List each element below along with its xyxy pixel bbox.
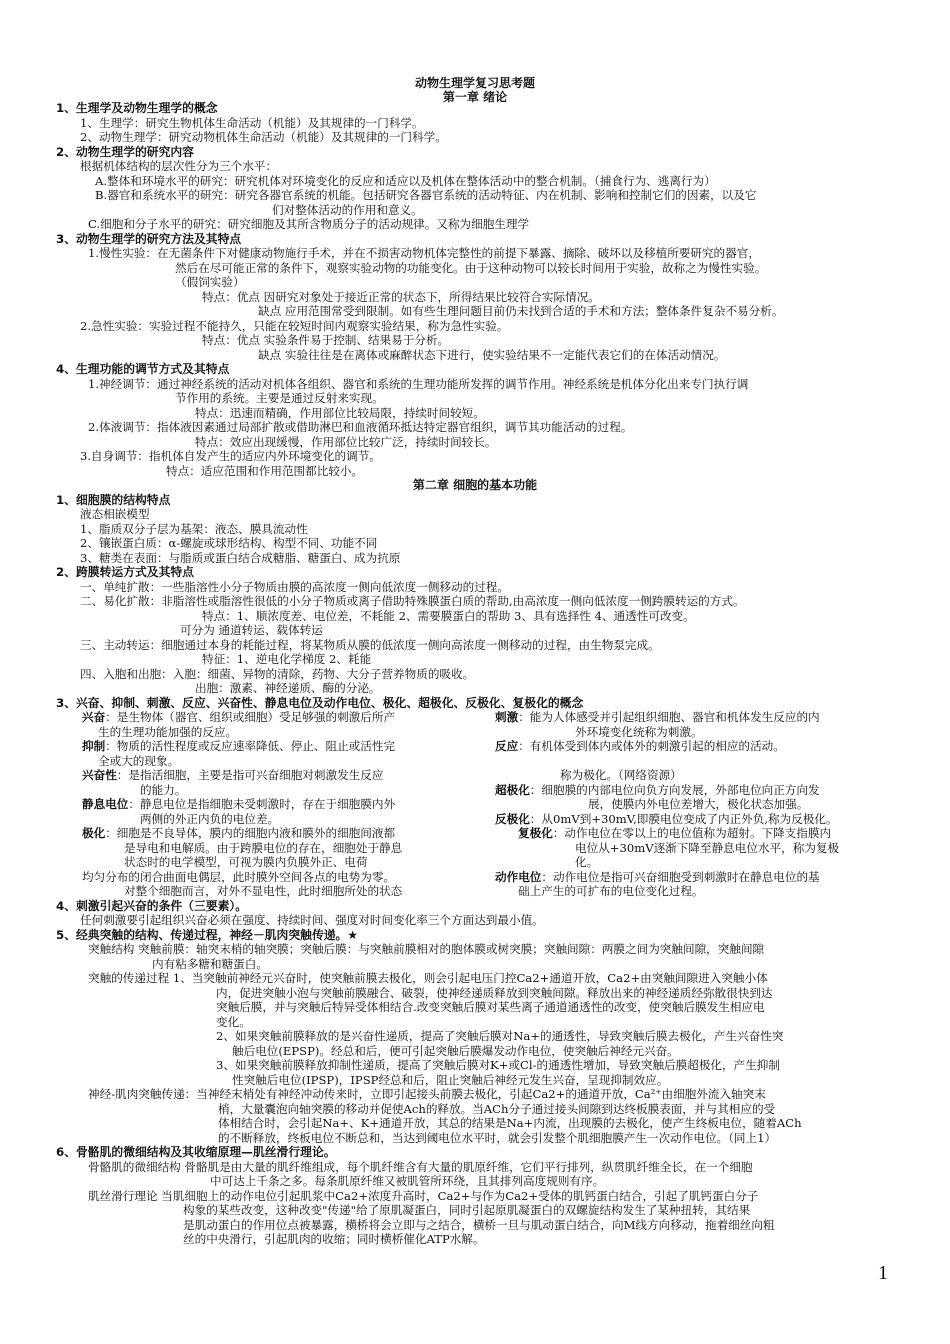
- text-line: 缺点 应用范围常受到限制。如有些生理问题目前仍未找到合适的手术和方法；整体条件复杂不易分析。: [258, 304, 784, 318]
- chapter-1-heading: 第一章 绪论: [442, 90, 508, 104]
- text-line: 特点：优点 因研究对象处于接近正常的状态下，所得结果比较符合实际情况。: [202, 290, 600, 304]
- text-line: 出胞：激素、神经递质、酶的分泌。: [195, 681, 381, 695]
- text-line: 突触后膜，并与突触后特异受体相结合.改变突触后膜对某些离子通道通透性的改变，使突触后膜发生相应电: [216, 1000, 765, 1014]
- text-line: 中可达上千条之多。每条肌原纤维又被肌管所环绕，且其排列高度规则有序。: [210, 1174, 605, 1188]
- section-heading: 1、生理学及动物生理学的概念: [56, 101, 218, 115]
- text-line: 超极化：细胞膜的内部电位向负方向发展，外部电位向正方向发: [495, 783, 820, 797]
- term-label: 动作电位: [495, 870, 542, 884]
- text-line: 化。: [575, 855, 599, 869]
- text-line: 抑制：物质的活性程度或反应速率降低、停止、阻止或活性完: [82, 739, 396, 753]
- term-label: 复极化: [518, 826, 553, 840]
- text-line: 梢，大量囊泡向轴突膜的移动并促使Ach的释放。当ACh分子通过接头间隙到达终板膜表面，并与其相应的受: [218, 1102, 776, 1116]
- text-line: 2.急性实验：实验过程不能持久，只能在较短时间内观察实验结果，称为急性实验。: [80, 319, 509, 333]
- text-line: 复极化：动作电位在零以上的电位值称为超射。下降支指膜内: [518, 826, 832, 840]
- term-label: 抑制: [82, 739, 106, 753]
- text-line: 均匀分布的闭合曲面电偶层，此时膜外空间各点的电势为零。: [82, 870, 396, 884]
- text-line: 静息电位：静息电位是指细胞未受刺激时，存在于细胞膜内外: [82, 797, 396, 811]
- text-line: 兴奋性：是指活细胞，主要是指可兴奋细胞对刺激发生反应: [82, 768, 384, 782]
- text-line: 两侧的外正内负的电位差。: [140, 812, 280, 826]
- term-label: 兴奋性: [82, 768, 117, 782]
- text-line: 触后电位(EPSP)。经总和后，便可引起突触后膜爆发动作电位，使突触后神经元兴奋。: [232, 1044, 679, 1058]
- text-line: 体相结合时，会引起Na+、K+通道开放，其总的结果是Na+内流，出现膜的去极化，使产生终板电位，随着ACh: [218, 1116, 802, 1130]
- text-line: 外环境变化统称为刺激。: [575, 725, 703, 739]
- text-line: C.细胞和分子水平的研究：研究细胞及其所含物质分子的活动规律。又称为细胞生理学: [88, 217, 530, 231]
- term-label: 反极化: [495, 812, 530, 826]
- term-label: 反应: [495, 739, 519, 753]
- page-number: 1: [878, 1262, 888, 1284]
- text-line: 内，促进突触小泡与突触前膜融合、破裂，使神经递质释放到突触间隙。释放出来的神经递质经弥散很快到达: [216, 986, 773, 1000]
- text-line: 的能力。: [140, 783, 187, 797]
- text-line: 特点：迅速而精确，作用部位比较局限，持续时间较短。: [195, 406, 485, 420]
- text-line: 生的生理功能加强的反应。: [98, 725, 238, 739]
- term-label: 兴奋: [82, 710, 106, 724]
- text-line: 1.神经调节：通过神经系统的活动对机体各组织、器官和系统的生理功能所发挥的调节作用。神经系统是机体分化出来专门执行调: [88, 377, 749, 391]
- text-line: 是肌动蛋白的作用位点被暴露，横桥将会立即与之结合，横桥一旦与肌动蛋白结合，向M线方向移动，拖着细丝向粗: [183, 1218, 775, 1232]
- text-line: 神经-肌肉突触传递：当神经末梢处有神经冲动传来时，立即引起接头前膜去极化，引起Ca2+的通道开放，Ca²⁺由细胞外流入轴突末: [88, 1087, 766, 1101]
- text-line: 兴奋：是生物体（器官、组织或细胞）受足够强的刺激后所产: [82, 710, 396, 724]
- text-line: 动作电位：动作电位是指可兴奋细胞受到刺激时在静息电位的基: [495, 870, 820, 884]
- document-title: 动物生理学复习思考题: [414, 76, 535, 90]
- text-line: 突触结构 突触前膜：轴突末梢的轴突膜；突触后膜：与突触前膜相对的胞体膜或树突膜；突触间隙：两膜之间为突触间隙，突触间隙: [88, 942, 765, 956]
- text-line: 3、如果突触前膜释放抑制性递质，提高了突触后膜对K+或Cl-的通透性增加，导致突触后膜超极化，产生抑制: [216, 1058, 780, 1072]
- chapter-2-heading: 第二章 细胞的基本功能: [412, 478, 538, 492]
- text-line: 特征：1、逆电化学梯度 2、耗能: [202, 652, 372, 666]
- text-line: 特点：效应出现缓慢，作用部位比较广泛，持续时间较长。: [195, 435, 497, 449]
- section-heading: 6、骨骼肌的微细结构及其收缩原理—肌丝滑行理论。: [56, 1145, 336, 1159]
- text-line: 础上产生的可扩布的电位变化过程。: [518, 884, 704, 898]
- text-line: 肌丝滑行理论 当肌细胞上的动作电位引起肌浆中Ca2+浓度升高时，Ca2+与作为Ca2+受体的肌钙蛋白结合，引起了肌钙蛋白分子: [88, 1189, 759, 1203]
- text-line: 1、生理学：研究生物机体生命活动（机能）及其规律的一门科学。: [80, 116, 424, 130]
- text-line: 称为极化。（网络资源）: [560, 768, 682, 782]
- text-line: 变化。: [216, 1015, 251, 1029]
- term-label: 超极化: [495, 783, 530, 797]
- text-line: 2.体液调节：指体液因素通过局部扩散或借助淋巴和血液循环抵达特定器官组织，调节其功能活动的过程。: [88, 420, 633, 434]
- text-line: 是导电和电解质。由于跨膜电位的存在，细胞处于静息: [124, 841, 403, 855]
- text-line: 展，使膜内外电位差增大，极化状态加强。: [588, 797, 809, 811]
- text-line: 三、主动转运：细胞通过本身的耗能过程，将某物质从膜的低浓度一侧向高浓度一侧移动的过程，由生物泵完成。: [80, 638, 660, 652]
- text-line: B.器官和系统水平的研究：研究各器官系统的机能。包括研究各器官系统的活动特征、内在机制、影响和控制它们的因素，以及它: [95, 188, 757, 202]
- text-line: 3.自身调节：指机体自发产生的适应内外环境变化的调节。: [80, 449, 381, 463]
- text-line: （假饲实验）: [175, 275, 245, 289]
- text-line: 一、单纯扩散：一些脂溶性小分子物质由膜的高浓度一侧向低浓度一侧移动的过程。: [80, 580, 509, 594]
- text-line: 内有粘多糖和糖蛋白。: [152, 957, 268, 971]
- text-line: 骨骼肌的微细结构 骨骼肌是由大量的肌纤维组成，每个肌纤维含有大量的肌原纤维，它们平行排列，纵贯肌纤维全长，在一个细胞: [88, 1160, 753, 1174]
- text-line: 们对整体活动的作用和意义。: [272, 203, 423, 217]
- text-line: 特点：适应范围和作用范围都比较小。: [166, 464, 364, 478]
- text-line: 1.慢性实验：在无菌条件下对健康动物施行手术，并在不损害动物机体完整性的前提下暴露、摘除、破坏以及移植所要研究的器官，: [88, 246, 760, 260]
- text-line: 然后在尽可能正常的条件下，观察实验动物的功能变化。由于这种动物可以较长时间用于实验，故称之为慢性实验。: [175, 261, 767, 275]
- text-line: 丝的中央滑行，引起肌肉的收缩；同时横桥催化ATP水解。: [183, 1232, 485, 1246]
- term-label: 静息电位: [82, 797, 129, 811]
- text-line: 3、糖类在表面：与脂质或蛋白结合成糖脂、糖蛋白、成为抗原: [80, 551, 401, 565]
- text-line: 节作用的系统。主要是通过反射来实现。: [175, 391, 384, 405]
- text-line: 性突触后电位(IPSP)，IPSP经总和后，阻止突触后神经元发生兴奋，呈现抑制效应。: [232, 1073, 669, 1087]
- text-line: 反极化：从0mV到+30mV,即膜电位变成了内正外负,称为反极化。: [495, 812, 838, 826]
- section-heading: 3、兴奋、抑制、刺激、反应、兴奋性、静息电位及动作电位、极化、超极化、反极化、复极化的概念: [56, 696, 584, 710]
- text-line: 的不断释放，终板电位不断总和，当达到阈电位水平时，就会引发整个肌细胞膜产生一次动作电位。（同上1）: [218, 1131, 777, 1145]
- section-heading: 1、细胞膜的结构特点: [56, 493, 171, 507]
- text-line: 构象的某些改变，这种改变"传递"给了原肌凝蛋白，同时引起原肌凝蛋白的双螺旋结构发生了某种扭转，其结果: [183, 1203, 751, 1217]
- section-heading: 5、经典突触的结构、传递过程，神经－肌肉突触传递。★: [56, 928, 358, 942]
- text-line: 特点：1、顺浓度差、电位差，不耗能 2、需要膜蛋白的帮助 3、具有选择性 4、通透性可改变。: [202, 609, 695, 623]
- text-line: 四、入胞和出胞：入胞：细菌、异物的清除，药物、大分子营养物质的吸收。: [80, 667, 475, 681]
- text-line: 1、脂质双分子层为基架：液态、膜具流动性: [80, 522, 308, 536]
- text-line: 2、镶嵌蛋白质：α-螺旋或球形结构、构型不同、功能不同: [80, 536, 378, 550]
- text-line: 反应：有机体受到体内或体外的刺激引起的相应的活动。: [495, 739, 785, 753]
- section-heading: 3、动物生理学的研究方法及其特点: [56, 232, 242, 246]
- text-line: 任何刺激要引起组织兴奋必须在强度、持续时间、强度对时间变化率三个方面达到最小值。: [80, 913, 544, 927]
- text-line: 二、易化扩散：非脂溶性或脂溶性很低的小分子物质或离子借助特殊膜蛋白质的帮助,由高浓度一侧向低浓度一侧跨膜转运的方式。: [80, 594, 745, 608]
- text-line: 电位从+30mV逐渐下降至静息电位水平，称为复极: [575, 841, 840, 855]
- text-line: 可分为 通道转运、载体转运: [180, 623, 323, 637]
- term-label: 刺激: [495, 710, 519, 724]
- section-heading: 2、动物生理学的研究内容: [56, 145, 194, 159]
- text-line: 根据机体结构的层次性分为三个水平：: [80, 159, 278, 173]
- text-line: 2、动物生理学：研究动物机体生命活动（机能）及其规律的一门科学。: [80, 130, 447, 144]
- text-line: 状态时的电学模型，可视为膜内负膜外正、电荷: [124, 855, 368, 869]
- text-line: A.整体和环境水平的研究：研究机体对环境变化的反应和适应以及机体在整体活动中的整合机制。（捕食行为、逃离行为）: [95, 174, 716, 188]
- term-label: 极化: [82, 826, 106, 840]
- text-line: 极化：细胞是不良导体，膜内的细胞内液和膜外的细胞间液都: [82, 826, 396, 840]
- text-line: 对整个细胞而言，对外不显电性，此时细胞所处的状态: [124, 884, 403, 898]
- section-heading: 4、生理功能的调节方式及其特点: [56, 362, 230, 376]
- text-line: 特点：优点 实验条件易于控制、结果易于分析。: [202, 333, 450, 347]
- text-line: 缺点 实验往往是在离体或麻醉状态下进行，使实验结果不一定能代表它们的在体活动情况。: [258, 348, 726, 362]
- text-line: 2、如果突触前膜释放的是兴奋性递质，提高了突触后膜对Na+的通透性，导致突触后膜去极化，产生兴奋性突: [216, 1029, 784, 1043]
- text-line: 突触的传递过程 1、当突触前神经元兴奋时，使突触前膜去极化，则会引起电压门控Ca2+通道开放，Ca2+由突触间隙进入突触小体: [88, 971, 768, 985]
- text-line: 液态相嵌模型: [80, 507, 150, 521]
- section-heading: 4、刺激引起兴奋的条件（三要素）。: [56, 899, 248, 913]
- text-line: 刺激：能为人体感受并引起组织细胞、器官和机体发生反应的内: [495, 710, 820, 724]
- text-line: 全或大的现象。: [98, 754, 180, 768]
- section-heading: 2、跨膜转运方式及其特点: [56, 565, 194, 579]
